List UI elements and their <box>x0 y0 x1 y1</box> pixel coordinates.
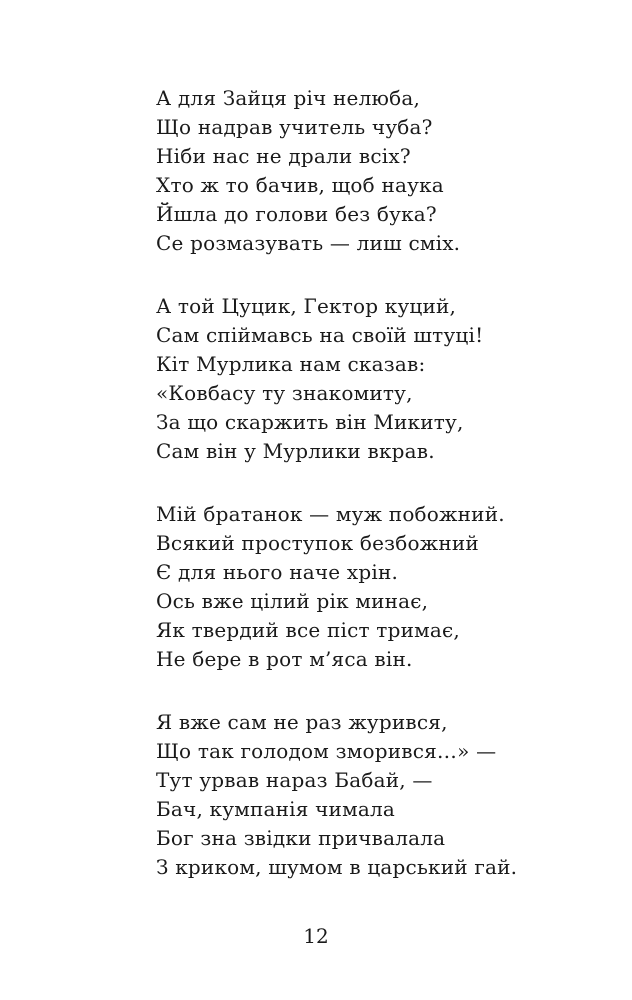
poem-line: А той Цуцик, Гектор куций, <box>156 294 457 318</box>
poem-line: Йшла до голови без бука? <box>156 202 437 226</box>
poem-line: Як твердий все піст тримає, <box>156 618 460 642</box>
stanza-2 <box>156 292 596 466</box>
poem-line: Я вже сам не раз журився, <box>156 710 448 734</box>
poem-line: Кіт Мурлика нам сказав: <box>156 352 426 376</box>
poem-line: Тут урвав нараз Бабай, — <box>156 768 433 792</box>
poem-line: Хто ж то бачив, щоб наука <box>156 173 444 197</box>
poem-line: Мій братанок — муж побожний. <box>156 502 505 526</box>
stanza-3 <box>156 500 596 674</box>
poem-line: Се розмазувать — лиш сміх. <box>156 231 461 255</box>
page-number: 12 <box>303 924 329 948</box>
poem-line: Бач, кумпанія чимала <box>156 797 395 821</box>
poem-line: Сам спіймавсь на своїй штуці! <box>156 323 484 347</box>
poem-line: Сам він у Мурлики вкрав. <box>156 439 435 463</box>
poem-line: Що надрав учитель чуба? <box>156 115 433 139</box>
poem-line: Ніби нас не драли всіх? <box>156 144 411 168</box>
poem-line: Всякий проступок безбожний <box>156 531 479 555</box>
poem-line: «Ковбасу ту знакомиту, <box>156 381 413 405</box>
poem-line: Що так голодом зморився…» — <box>156 739 497 763</box>
stanza-1 <box>156 84 596 258</box>
poem-line: З криком, шумом в царський гай. <box>156 855 518 879</box>
poem-line: Бог зна звідки причвалала <box>156 826 446 850</box>
stanza-4 <box>156 708 596 882</box>
poem-line: За що скаржить він Микиту, <box>156 410 464 434</box>
poem-line: Не бере в рот м’яса він. <box>156 647 413 671</box>
poem <box>156 84 596 916</box>
poem-line: Є для нього наче хрін. <box>156 560 399 584</box>
poem-line: А для Зайця річ нелюба, <box>156 86 421 110</box>
poem-line: Ось вже цілий рік минає, <box>156 589 429 613</box>
